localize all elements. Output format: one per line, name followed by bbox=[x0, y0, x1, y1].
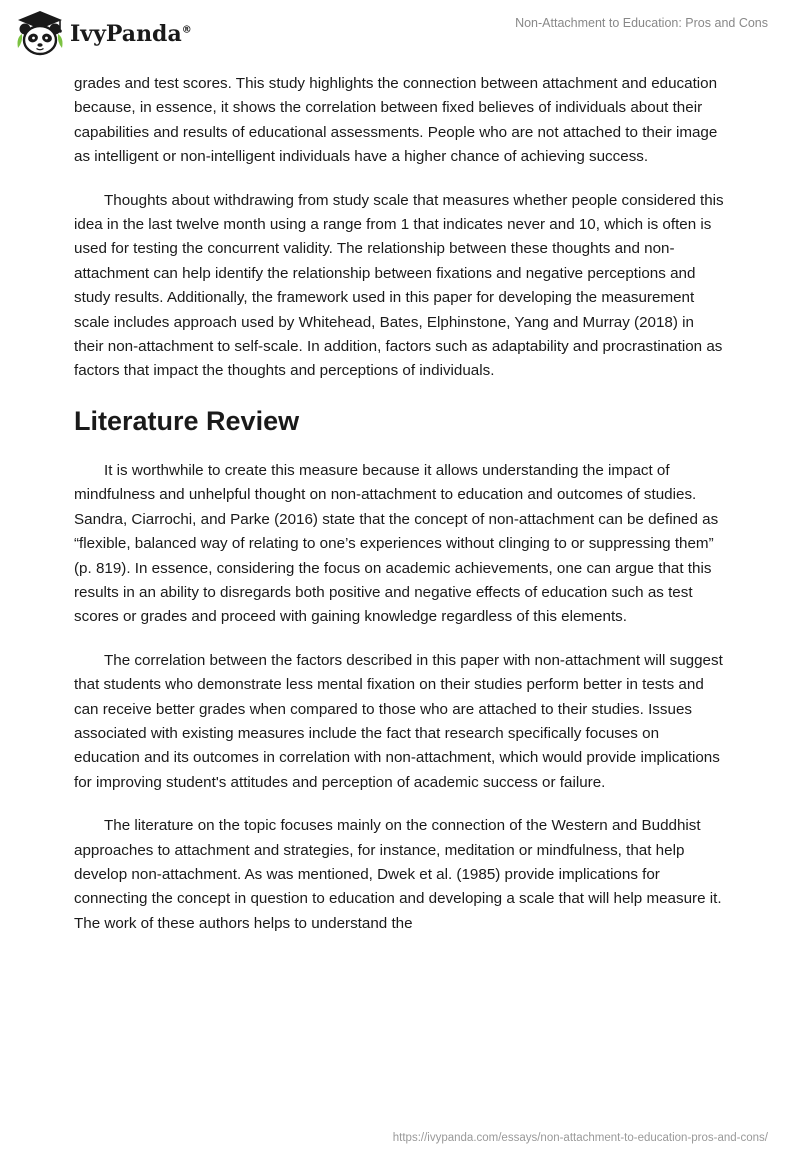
section-heading: Literature Review bbox=[74, 405, 300, 436]
paragraph-1: grades and test scores. This study highlights the connection between attachment and education because, in essence, it shows the correlation between fixed believes of individuals about their capabilities and results of educational assessments. People who are not attached to their image as intelligent or non-intelligent individuals have a higher chance of achieving success. bbox=[74, 75, 718, 166]
essay-body bbox=[74, 72, 726, 955]
page-header bbox=[0, 0, 800, 70]
paragraph-2: Thoughts about withdrawing from study scale that measures whether people considered this idea in the last twelve month using a range from 1 that indicates never and 10, which is often is used for testing the concurrent validity. The relationship between these thoughts and non-attachment can help identify the relationship between fixations and negative perceptions and study results. Additionally, the framework used in this paper for developing the measurement scale includes approach used by Whitehead, Bates, Elphinstone, Yang and Murray (2018) in their non-attachment to self-scale. In addition, factors such as adaptability and procrastination as factors that impact the thoughts and perceptions of individuals. bbox=[74, 191, 724, 380]
registered-mark: ® bbox=[181, 24, 192, 36]
paragraph-4: The correlation between the factors described in this paper with non-attachment will suggest that students who demonstrate less mental fixation on their studies perform better in tests and can receive better grades when compared to those who are attached to their studies. Issues associated with existing measures include the fact that research specifically focuses on education and its outcomes in correlation with non-attachment, which would provide implications for improving student's attitudes and perception of academic success or failure. bbox=[74, 651, 723, 791]
panda-graduate-icon bbox=[14, 8, 66, 58]
paragraph-3: It is worthwhile to create this measure because it allows understanding the impact of mindfulness and unhelpful thought on non-attachment to education and outcomes of studies. Sandra, Ciarrochi, and Parke (2016) state that the concept of non-attachment can be defined as “flexible, balanced way of relating to one’s experiences without clinging to or suppressing them” (p. 819). In essence, considering the focus on academic achievements, one can argue that this results in an ability to disregards both positive and negative effects of education such as test scores or grades and proceed with gaining knowledge regardless of this elements. bbox=[74, 461, 719, 626]
brand-name bbox=[70, 21, 192, 47]
brand-name-text: IvyPanda bbox=[70, 21, 182, 47]
source-url[interactable]: https://ivypanda.com/essays/non-attachment-to-education-pros-and-cons/ bbox=[392, 1132, 768, 1144]
brand-logo[interactable] bbox=[14, 8, 192, 58]
document-title: Non-Attachment to Education: Pros and Cons bbox=[515, 16, 768, 30]
paragraph-5: The literature on the topic focuses mainly on the connection of the Western and Buddhist approaches to attachment and strategies, for instance, meditation or mindfulness, that help develop non-attachment. As was mentioned, Dwek et al. (1985) provide implications for connecting the concept in question to education and developing a scale that will help measure it. The work of these authors helps to understand the bbox=[74, 817, 722, 932]
